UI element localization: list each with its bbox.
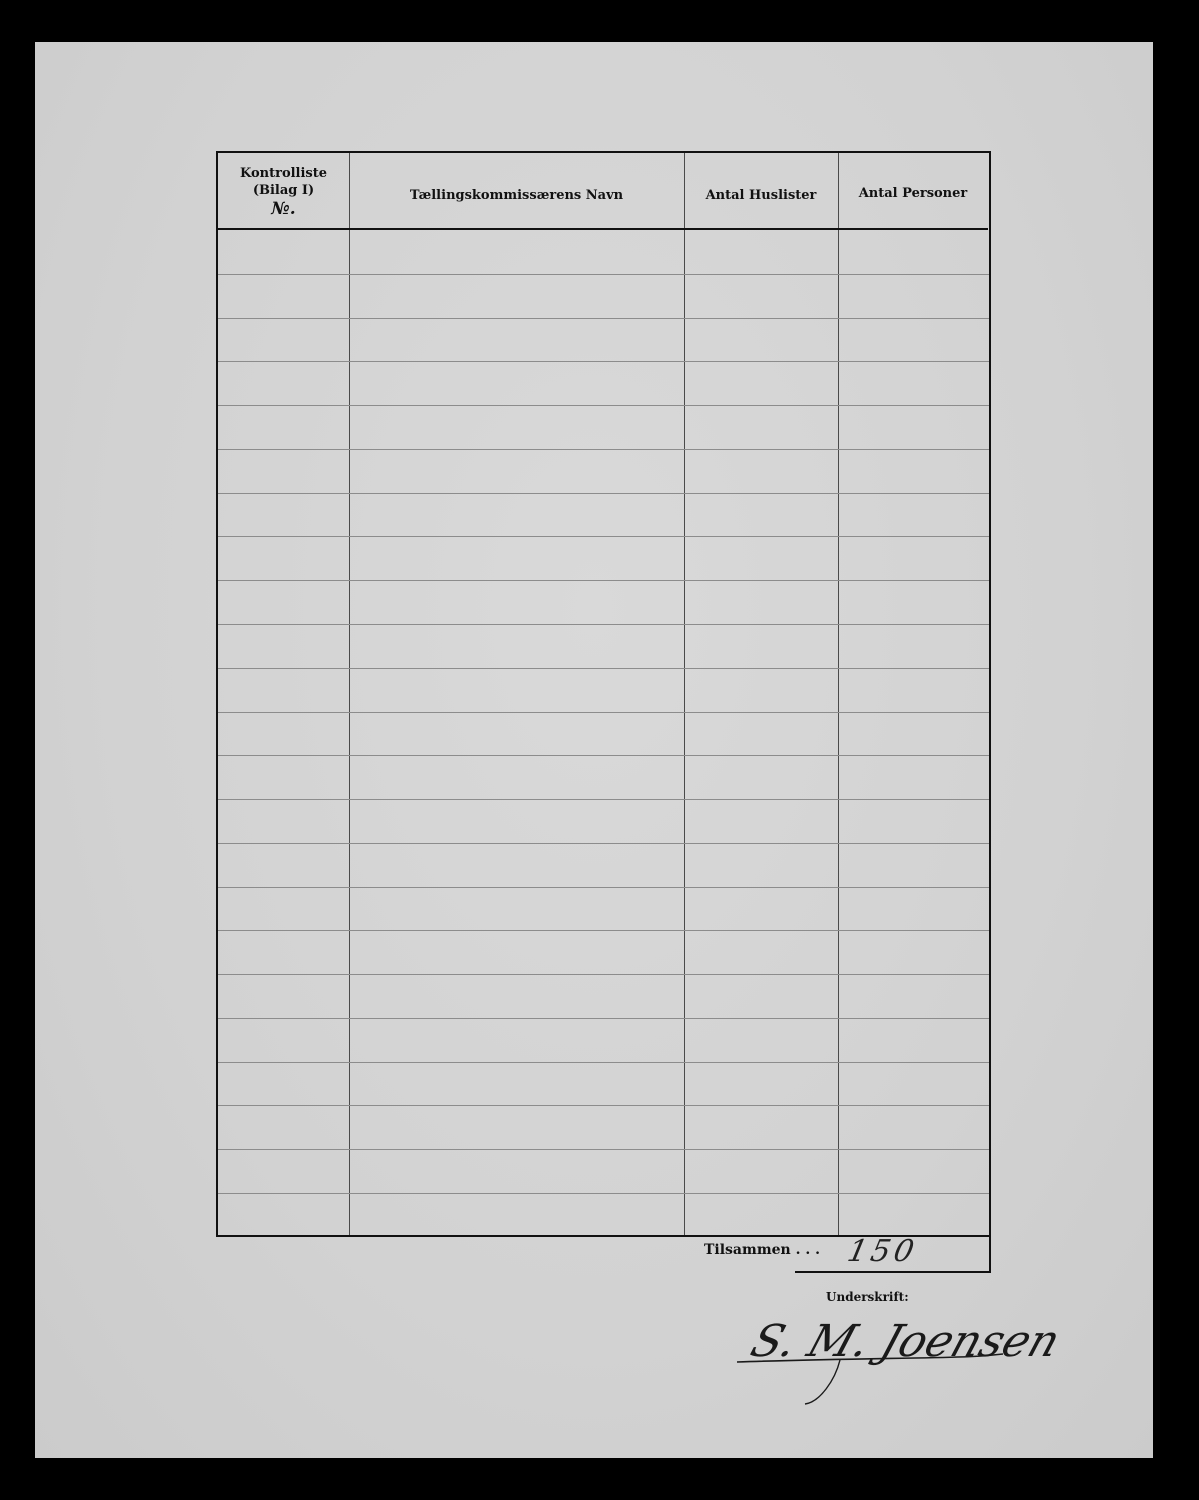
table-row-line: [218, 536, 989, 537]
table-row-line: [218, 274, 989, 275]
total-value: 150: [844, 1234, 921, 1269]
header-huslister: Antal Huslister: [705, 188, 817, 203]
header-personer: Antal Personer: [858, 186, 968, 201]
table-row-line: [218, 405, 989, 406]
table-row-line: [218, 1193, 989, 1194]
table-row-line: [218, 318, 989, 319]
table-row-line: [218, 755, 989, 756]
table-row-line: [218, 624, 989, 625]
table-row-line: [218, 1062, 989, 1063]
column-divider: [349, 153, 350, 1235]
header-kontrolliste-line1: Kontrolliste: [239, 166, 328, 181]
header-kontrolliste: [218, 165, 349, 218]
signature-label: Underskrift:: [826, 1290, 909, 1304]
table-row-line: [218, 1018, 989, 1019]
table-row-line: [218, 668, 989, 669]
header-numero-sign: №.: [271, 199, 296, 219]
table-row-line: [218, 930, 989, 931]
table-row-line: [218, 843, 989, 844]
header-navn: Tællingskommissærens Navn: [409, 188, 624, 203]
signature: [735, 1310, 1067, 1410]
header-kontrolliste-line2: (Bilag I): [252, 183, 315, 198]
total-underline: [795, 1271, 840, 1273]
table-row-line: [218, 712, 989, 713]
header-rule: [218, 228, 988, 230]
column-divider: [684, 153, 685, 1235]
table-row-line: [218, 799, 989, 800]
control-list-table: [216, 151, 991, 1237]
table-row-line: [218, 1105, 989, 1106]
signature-text: S. M. Joensen: [744, 1316, 1067, 1367]
signature-underline-icon: [735, 1310, 1025, 1410]
table-row-line: [218, 493, 989, 494]
table-row-line: [218, 580, 989, 581]
column-divider: [838, 153, 839, 1235]
table-row-line: [218, 887, 989, 888]
table-row-line: [218, 361, 989, 362]
total-label: Tilsammen . . .: [704, 1242, 820, 1258]
table-row-line: [218, 449, 989, 450]
table-row-line: [218, 1149, 989, 1150]
table-row-line: [218, 974, 989, 975]
